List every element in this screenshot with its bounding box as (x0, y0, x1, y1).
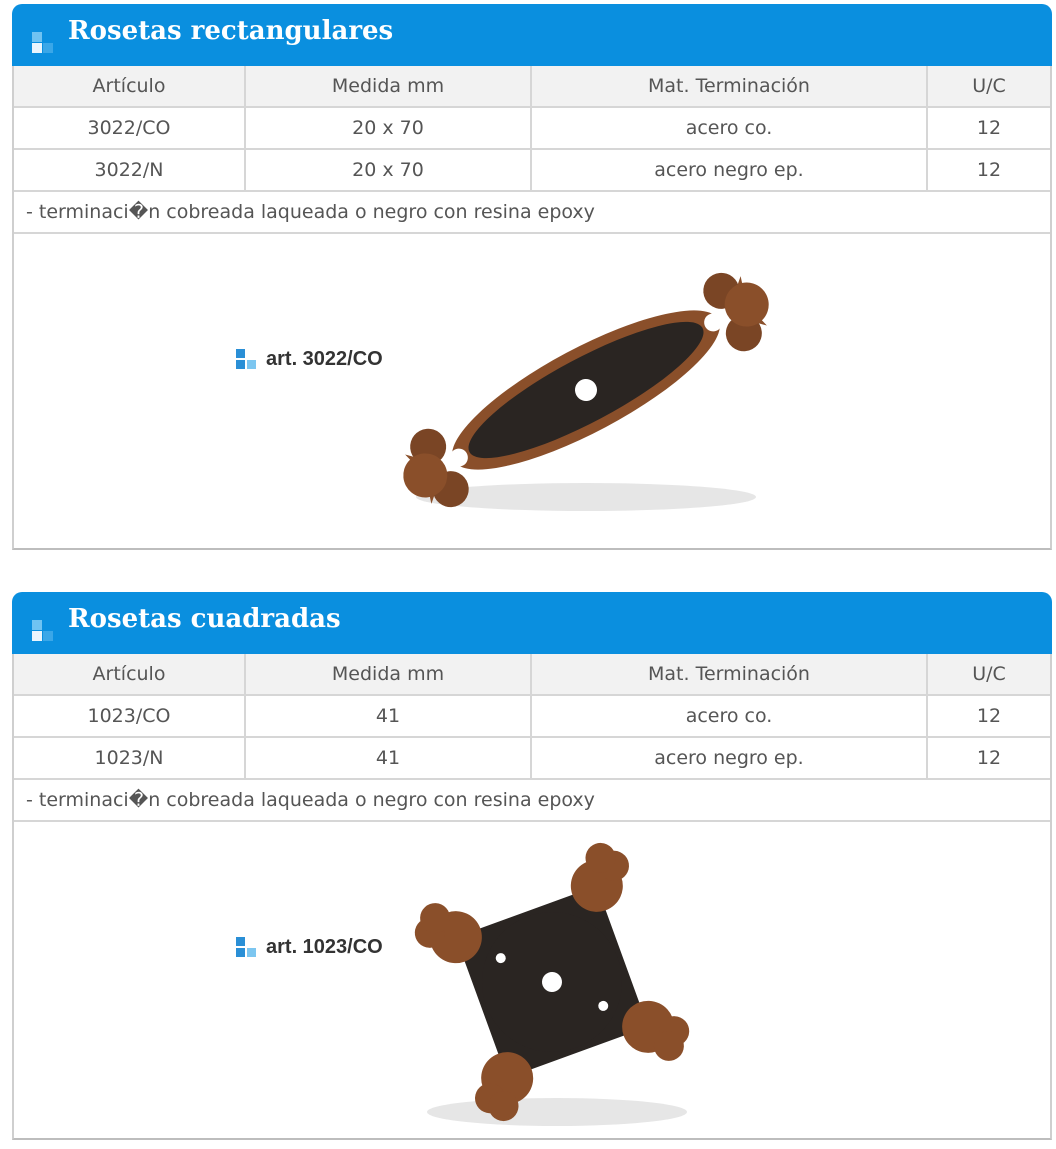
blue-squares-icon (32, 32, 54, 54)
cell-terminacion: acero negro ep. (532, 150, 928, 192)
section-title: Rosetas rectangulares (68, 16, 394, 46)
cell-medida: 20 x 70 (246, 108, 532, 150)
column-header-terminacion: Mat. Terminación (532, 66, 928, 108)
product-image-area (12, 234, 1052, 550)
cell-articulo: 3022/N (14, 150, 246, 192)
cell-uc: 12 (928, 108, 1050, 150)
section-header (12, 4, 1052, 66)
blue-squares-icon (32, 620, 54, 642)
article-label (236, 936, 383, 959)
article-label-text: art. 1023/CO (266, 936, 383, 958)
table-row (14, 738, 1050, 780)
table-row (14, 150, 1050, 192)
article-label (236, 348, 383, 371)
cell-terminacion: acero negro ep. (532, 738, 928, 780)
column-header-terminacion: Mat. Terminación (532, 654, 928, 696)
table-header-row (14, 654, 1050, 696)
cell-medida: 20 x 70 (246, 150, 532, 192)
cell-terminacion: acero co. (532, 108, 928, 150)
finish-note: - terminaci�n cobreada laqueada o negro con resina epoxy (14, 192, 1050, 234)
finish-note: - terminaci�n cobreada laqueada o negro con resina epoxy (14, 780, 1050, 822)
cell-uc: 12 (928, 150, 1050, 192)
product-section-square (12, 592, 1052, 1140)
section-header (12, 592, 1052, 654)
article-label-text: art. 3022/CO (266, 348, 383, 370)
cell-medida: 41 (246, 738, 532, 780)
product-image-area (12, 822, 1052, 1140)
cell-articulo: 1023/N (14, 738, 246, 780)
cell-terminacion: acero co. (532, 696, 928, 738)
cell-articulo: 3022/CO (14, 108, 246, 150)
column-header-articulo: Artículo (14, 654, 246, 696)
column-header-medida: Medida mm (246, 654, 532, 696)
product-section-rectangular (12, 4, 1052, 550)
cell-uc: 12 (928, 696, 1050, 738)
cell-articulo: 1023/CO (14, 696, 246, 738)
cell-uc: 12 (928, 738, 1050, 780)
rectangular-rosette-image (386, 262, 786, 518)
column-header-articulo: Artículo (14, 66, 246, 108)
table-header-row (14, 66, 1050, 108)
note-row (14, 192, 1050, 234)
table-row (14, 696, 1050, 738)
column-header-uc: U/C (928, 654, 1050, 696)
spec-table (12, 66, 1052, 234)
square-rosette-image (392, 842, 712, 1132)
column-header-medida: Medida mm (246, 66, 532, 108)
table-row (14, 108, 1050, 150)
cell-medida: 41 (246, 696, 532, 738)
blue-squares-icon (236, 349, 258, 371)
section-title: Rosetas cuadradas (68, 604, 341, 634)
column-header-uc: U/C (928, 66, 1050, 108)
blue-squares-icon (236, 937, 258, 959)
note-row (14, 780, 1050, 822)
spec-table (12, 654, 1052, 822)
